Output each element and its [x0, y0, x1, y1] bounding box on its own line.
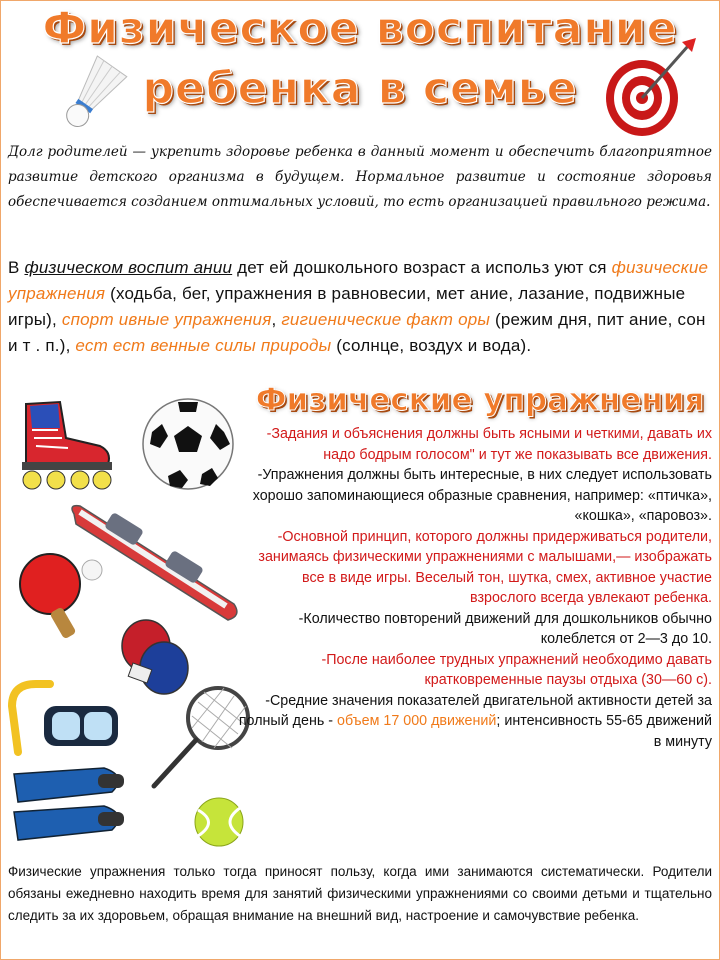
- rule-item: -Задания и объяснения должны быть ясными и четкими, давать их надо бодрым голосом" и тут же показывать все движения.: [266, 426, 712, 463]
- rule-item: -Средние значения показателей двигательной активности детей за полный день - объем 17 000 движений; интенсивность 55-65 движений в минуту: [238, 692, 712, 750]
- physical-education-paragraph: [8, 255, 712, 359]
- term-hygiene-factors: гигиенические факт оры: [281, 310, 491, 329]
- text-segment: (солнце, воздух и вода).: [331, 336, 532, 355]
- closing-paragraph: Физические упражнения только тогда приносят пользу, когда ими занимаются систематически. Родители обязаны ежедневно находить время для занятий физическими упражнениями со своими детьми и тщательно следить за их здоровьем, обращая внимание на внешний вид, настроение и самочувствие ребенка.: [8, 864, 712, 923]
- rule-text: После наиболее трудных упражнений необходимо давать кратковременные паузы отдыха (30—60 с).: [326, 651, 712, 688]
- soccer-ball-icon: [138, 396, 240, 494]
- text-segment: (режим дня, пит ание, сон и т . п.),: [8, 310, 706, 355]
- rule-item: -Количество повторений движений для дошкольников обычно колеблется от 2—3 до 10.: [298, 610, 712, 647]
- intro-paragraph: Долг родителей — укрепить здоровье ребенка в данный момент и обеспечить благоприятное развитие детского организма в будущем. Нормальное развитие и состояние здоровья обеспечивается созданием оптимальных условий, то есть организацией правильного режима.: [8, 144, 712, 210]
- title-line-1: Физическое воспитание: [42, 3, 678, 54]
- rule-text: ; интенсивность 55-65 движений в минуту: [496, 713, 712, 750]
- snorkel-mask-icon: [6, 676, 124, 758]
- swim-fins-icon: [8, 762, 136, 858]
- dart-target-icon: [596, 36, 706, 140]
- term-sport-exercises: спорт ивные упражнения: [61, 310, 272, 329]
- ping-pong-paddle-icon: [14, 550, 110, 644]
- rule-text: Основной принцип, которого должны придерживаться родители, занимаясь физическими упражнениями с малышами,— изображать все в виде игры. Веселый тон, шутка, смех, активное участие взрослого всегда увлекают ребенка.: [258, 528, 712, 606]
- rule-item: -После наиболее трудных упражнений необходимо давать кратковременные паузы отдыха (30—60 с).: [321, 651, 712, 688]
- rule-highlight: объем 17 000 движений: [337, 713, 497, 729]
- term-physical-education: физическом воспит ании: [24, 258, 233, 277]
- rule-text: Средние значения показателей двигательной активности детей за полный день -: [238, 692, 712, 729]
- text-segment: дет ей дошкольного возраст а использ уют ся: [232, 258, 612, 277]
- title-line-2: ребенка в семье: [142, 63, 578, 114]
- text-segment: ,: [271, 310, 282, 329]
- term-physical-exercises: физические упражнения: [8, 258, 709, 303]
- shuttlecock-icon: [52, 52, 132, 138]
- rule-text: Количество повторений движений для дошкольников обычно колеблется от 2—3 до 10.: [303, 610, 712, 647]
- rule-text: Упражнения должны быть интересные, в них следует использовать хорошо запоминающиеся образные сравнения, например: «птичка», «кошка», «паровоз».: [252, 467, 712, 524]
- exercise-rules-list: [238, 424, 712, 752]
- rule-item: -Упражнения должны быть интересные, в них следует использовать хорошо запоминающиеся образные сравнения, например: «птичка», «кошка», «паровоз».: [252, 467, 712, 524]
- rule-text: Задания и объяснения должны быть ясными и четкими, давать их надо бодрым голосом" и тут же показывать все движения.: [271, 426, 712, 463]
- tennis-ball-icon: [192, 796, 246, 848]
- text-segment: (ходьба, бег, упражнения в равновесии, мет ание, лазание, подвижные игры),: [8, 284, 686, 329]
- exercises-heading: Физические упражнения: [255, 382, 705, 418]
- rule-item: -Основной принцип, которого должны придерживаться родители, занимаясь физическими упражнениями с малышами,— изображать все в виде игры. Веселый тон, шутка, смех, активное участие взрослого всегда увлекают ребенка.: [258, 528, 712, 606]
- text-segment: В: [8, 258, 25, 277]
- roller-skate-icon: [8, 398, 120, 494]
- term-natural-forces: ест ест венные силы природы: [75, 336, 332, 355]
